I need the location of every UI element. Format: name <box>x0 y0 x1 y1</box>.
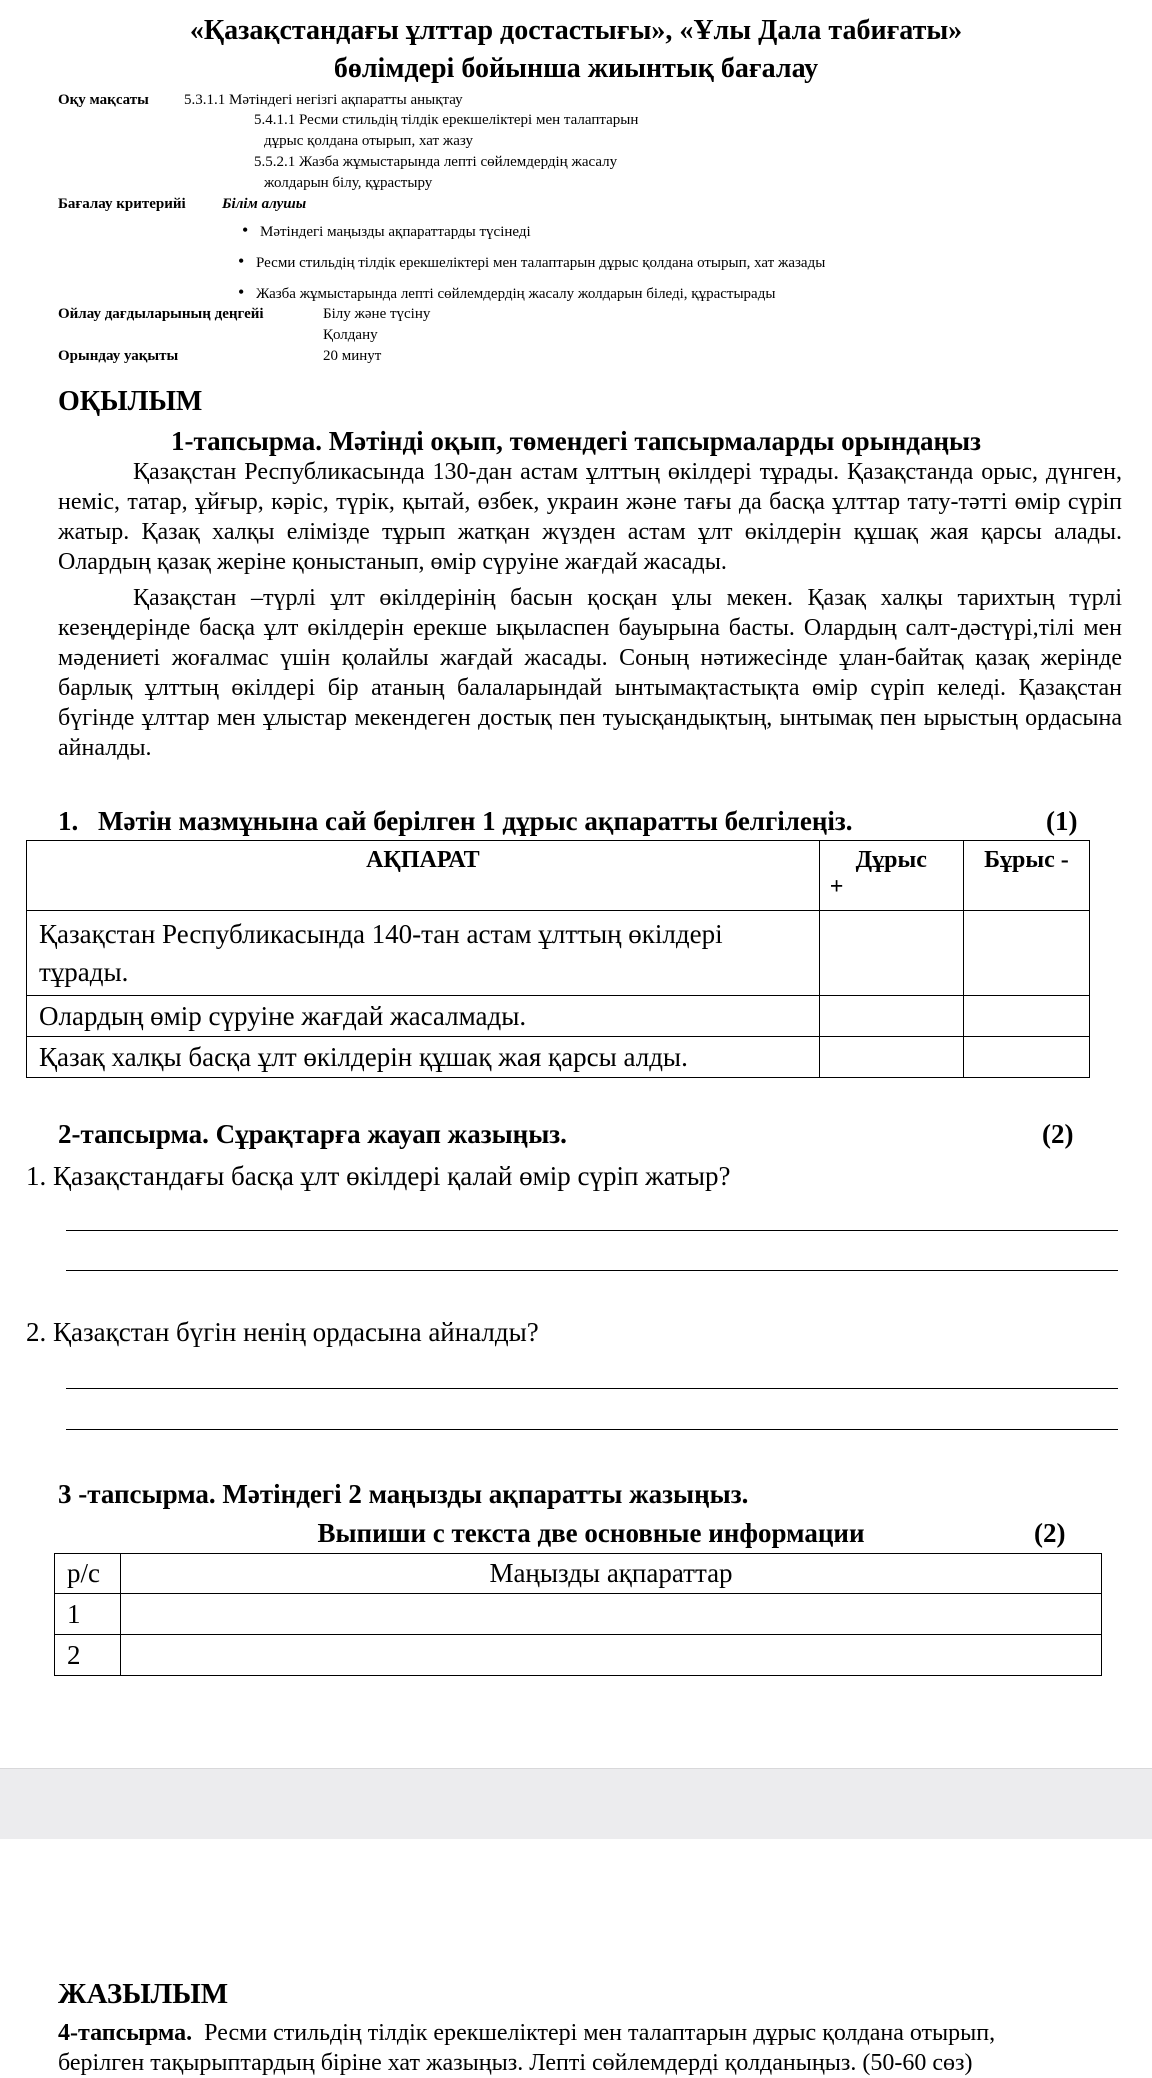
time-value: 20 минут <box>323 348 382 364</box>
thinking-label: Ойлау дағдыларының деңгейі <box>58 306 264 322</box>
question-1-points: (1) <box>1046 806 1078 836</box>
answer-cell[interactable] <box>121 1594 1102 1635</box>
task-3-title: 3 -тапсырма. Мәтіндегі 2 маңызды ақпаратты жазыңыз. <box>58 1479 749 1509</box>
task-4-label: 4-тапсырма. <box>58 2020 193 2046</box>
page-title-line-2: бөлімдері бойынша жиынтық бағалау <box>333 53 819 84</box>
row-2-false-cell[interactable] <box>963 996 1089 1037</box>
table-row <box>55 1594 1102 1635</box>
criteria-item-1: • Мәтіндегі маңызды ақпараттарды түсінеді <box>260 222 531 242</box>
task-4-line <box>58 2018 995 2048</box>
writing-heading: ЖАЗЫЛЫМ <box>58 1978 229 2010</box>
goal-3b: жолдарын білу, құрастыру <box>264 175 433 191</box>
thinking-level-1: Білу және түсіну <box>323 306 431 322</box>
answer-line[interactable] <box>66 1230 1118 1231</box>
table-header-row <box>55 1554 1102 1594</box>
header-info: АҚПАРАТ <box>27 841 820 911</box>
time-label: Орындау уақыты <box>58 348 179 364</box>
answer-line[interactable] <box>66 1388 1118 1389</box>
criteria-label: Бағалау критерийі <box>58 196 186 212</box>
row-3-info: Қазақ халқы басқа ұлт өкілдерін құшақ жая қарсы алды. <box>27 1037 820 1078</box>
task-2-question-2: 2. Қазақстан бүгін ненің ордасына айналды? <box>26 1317 539 1347</box>
answer-line[interactable] <box>66 1429 1118 1430</box>
task-3-points: (2) <box>1034 1518 1066 1548</box>
goal-2a: 5.4.1.1 Ресми стильдің тілдік ерекшеліктері мен талаптарын <box>254 112 639 128</box>
header-false: Бұрыс - <box>963 841 1089 911</box>
criteria-subject: Білім алушы <box>222 196 307 212</box>
task-2-question-1: 1. Қазақстандағы басқа ұлт өкілдері қалай өмір сүріп жатыр? <box>26 1161 731 1191</box>
goal-label: Оқу мақсаты <box>58 92 149 108</box>
task-2-title: 2-тапсырма. Сұрақтарға жауап жазыңыз. <box>58 1119 567 1149</box>
page-separator <box>0 1768 1152 1839</box>
row-1-info <box>27 911 820 996</box>
reading-heading: ОҚЫЛЫМ <box>58 386 203 417</box>
task-1-title: 1-тапсырма. Мәтінді оқып, төмендегі тапсырмаларды орындаңыз <box>171 426 981 456</box>
thinking-level-2: Қолдану <box>323 327 378 343</box>
row-2-info: Олардың өмір сүруіне жағдай жасалмады. <box>27 996 820 1037</box>
header-true-sign: + <box>829 874 844 900</box>
row-1-true-cell[interactable] <box>819 911 963 996</box>
reading-paragraph-2: Қазақстан –түрлі ұлт өкілдерінің басын қосқан ұлы мекен. Қазақ халқы тарихтың түрлі кезеңдерінде басқа ұлт өкілдерін ерекше ықыласпен бауырына басты. Олардың салт-дәстүрі,тілі мен мәдениеті жоғалмас үшін қолайлы жағдай жасады. Соның нәтижесінде ұлан-байтақ қазақ жерінде барлық ұлттың өкілдері бір атаның балаларындай ынтымақтастықта өмір сүріп келеді. Қазақстан бүгінде ұлттар мен ұлыстар мекендеген достық пен туысқандықтың, ынтымақ пен ырыстың ордасына айналды. <box>58 585 1122 761</box>
table-header-row <box>27 841 1090 911</box>
task-4-text: Ресми стильдің тілдік ерекшеліктері мен талаптарын дұрыс қолдана отырып, <box>204 2020 996 2046</box>
table-row <box>27 1037 1090 1078</box>
row-3-false-cell[interactable] <box>963 1037 1089 1078</box>
table-row <box>55 1635 1102 1676</box>
row-number: 2 <box>55 1635 121 1676</box>
question-1-text: Мәтін мазмұнына сай берілген 1 дұрыс ақпаратты белгілеңіз. <box>98 806 853 836</box>
task-3-table <box>54 1553 1102 1676</box>
reading-paragraph-1: Қазақстан Республикасында 130-дан астам ұлттың өкілдері тұрады. Қазақстанда орыс, дүнген, неміс, татар, ұйғыр, кәріс, түрік, қытай, өзбек, украин және тағы да басқа ұлттар тату-тәтті өмір сүріп жатыр. Қазақ халқы елімізде тұрып жатқан жүзден астам ұлт өкілдерін құшақ жая қарсы алады. Олардың қазақ жеріне қоныстанып, өмір сүруіне жағдай жасады. <box>58 459 1122 575</box>
answer-line[interactable] <box>66 1270 1118 1271</box>
header-true-label: Дұрыс <box>855 847 927 873</box>
row-1-false-cell[interactable] <box>963 911 1089 996</box>
header-important-info: Маңызды ақпараттар <box>121 1554 1102 1594</box>
question-1-number: 1. <box>58 806 79 836</box>
row-1-line-2: тұрады. <box>39 957 129 987</box>
goal-2b: дұрыс қолдана отырып, хат жазу <box>264 133 473 149</box>
criteria-item-3: • Жазба жұмыстарында лепті сөйлемдердің жасалу жолдарын біледі, құрастырады <box>256 284 775 304</box>
question-1-table <box>26 840 1090 1078</box>
row-number: 1 <box>55 1594 121 1635</box>
row-1-line-1: Қазақстан Республикасында 140-тан астам ұлттың өкілдері <box>39 919 723 949</box>
goal-3a: 5.5.2.1 Жазба жұмыстарында лепті сөйлемдердің жасалу <box>254 154 618 170</box>
row-3-true-cell[interactable] <box>819 1037 963 1078</box>
goal-1: 5.3.1.1 Мәтіндегі негізгі ақпаратты анықтау <box>184 92 463 108</box>
row-2-true-cell[interactable] <box>819 996 963 1037</box>
task-4-text-cut: берілген тақырыптардың біріне хат жазыңыз. Лепті сөйлемдерді қолданыңыз. (50-60 сөз) <box>58 2050 973 2076</box>
task-2-points: (2) <box>1042 1119 1074 1149</box>
criteria-item-2: • Ресми стильдің тілдік ерекшеліктері мен талаптарын дұрыс қолдана отырып, хат жазады <box>256 253 825 273</box>
table-row <box>27 996 1090 1037</box>
page-title-line-1: «Қазақстандағы ұлттар достастығы», «Ұлы Дала табиғаты» <box>189 15 963 46</box>
task-3-subtitle: Выпиши с текста две основные информации <box>317 1518 865 1548</box>
answer-cell[interactable] <box>121 1635 1102 1676</box>
header-number: р/с <box>55 1554 121 1594</box>
header-true <box>819 841 963 911</box>
table-row <box>27 911 1090 996</box>
